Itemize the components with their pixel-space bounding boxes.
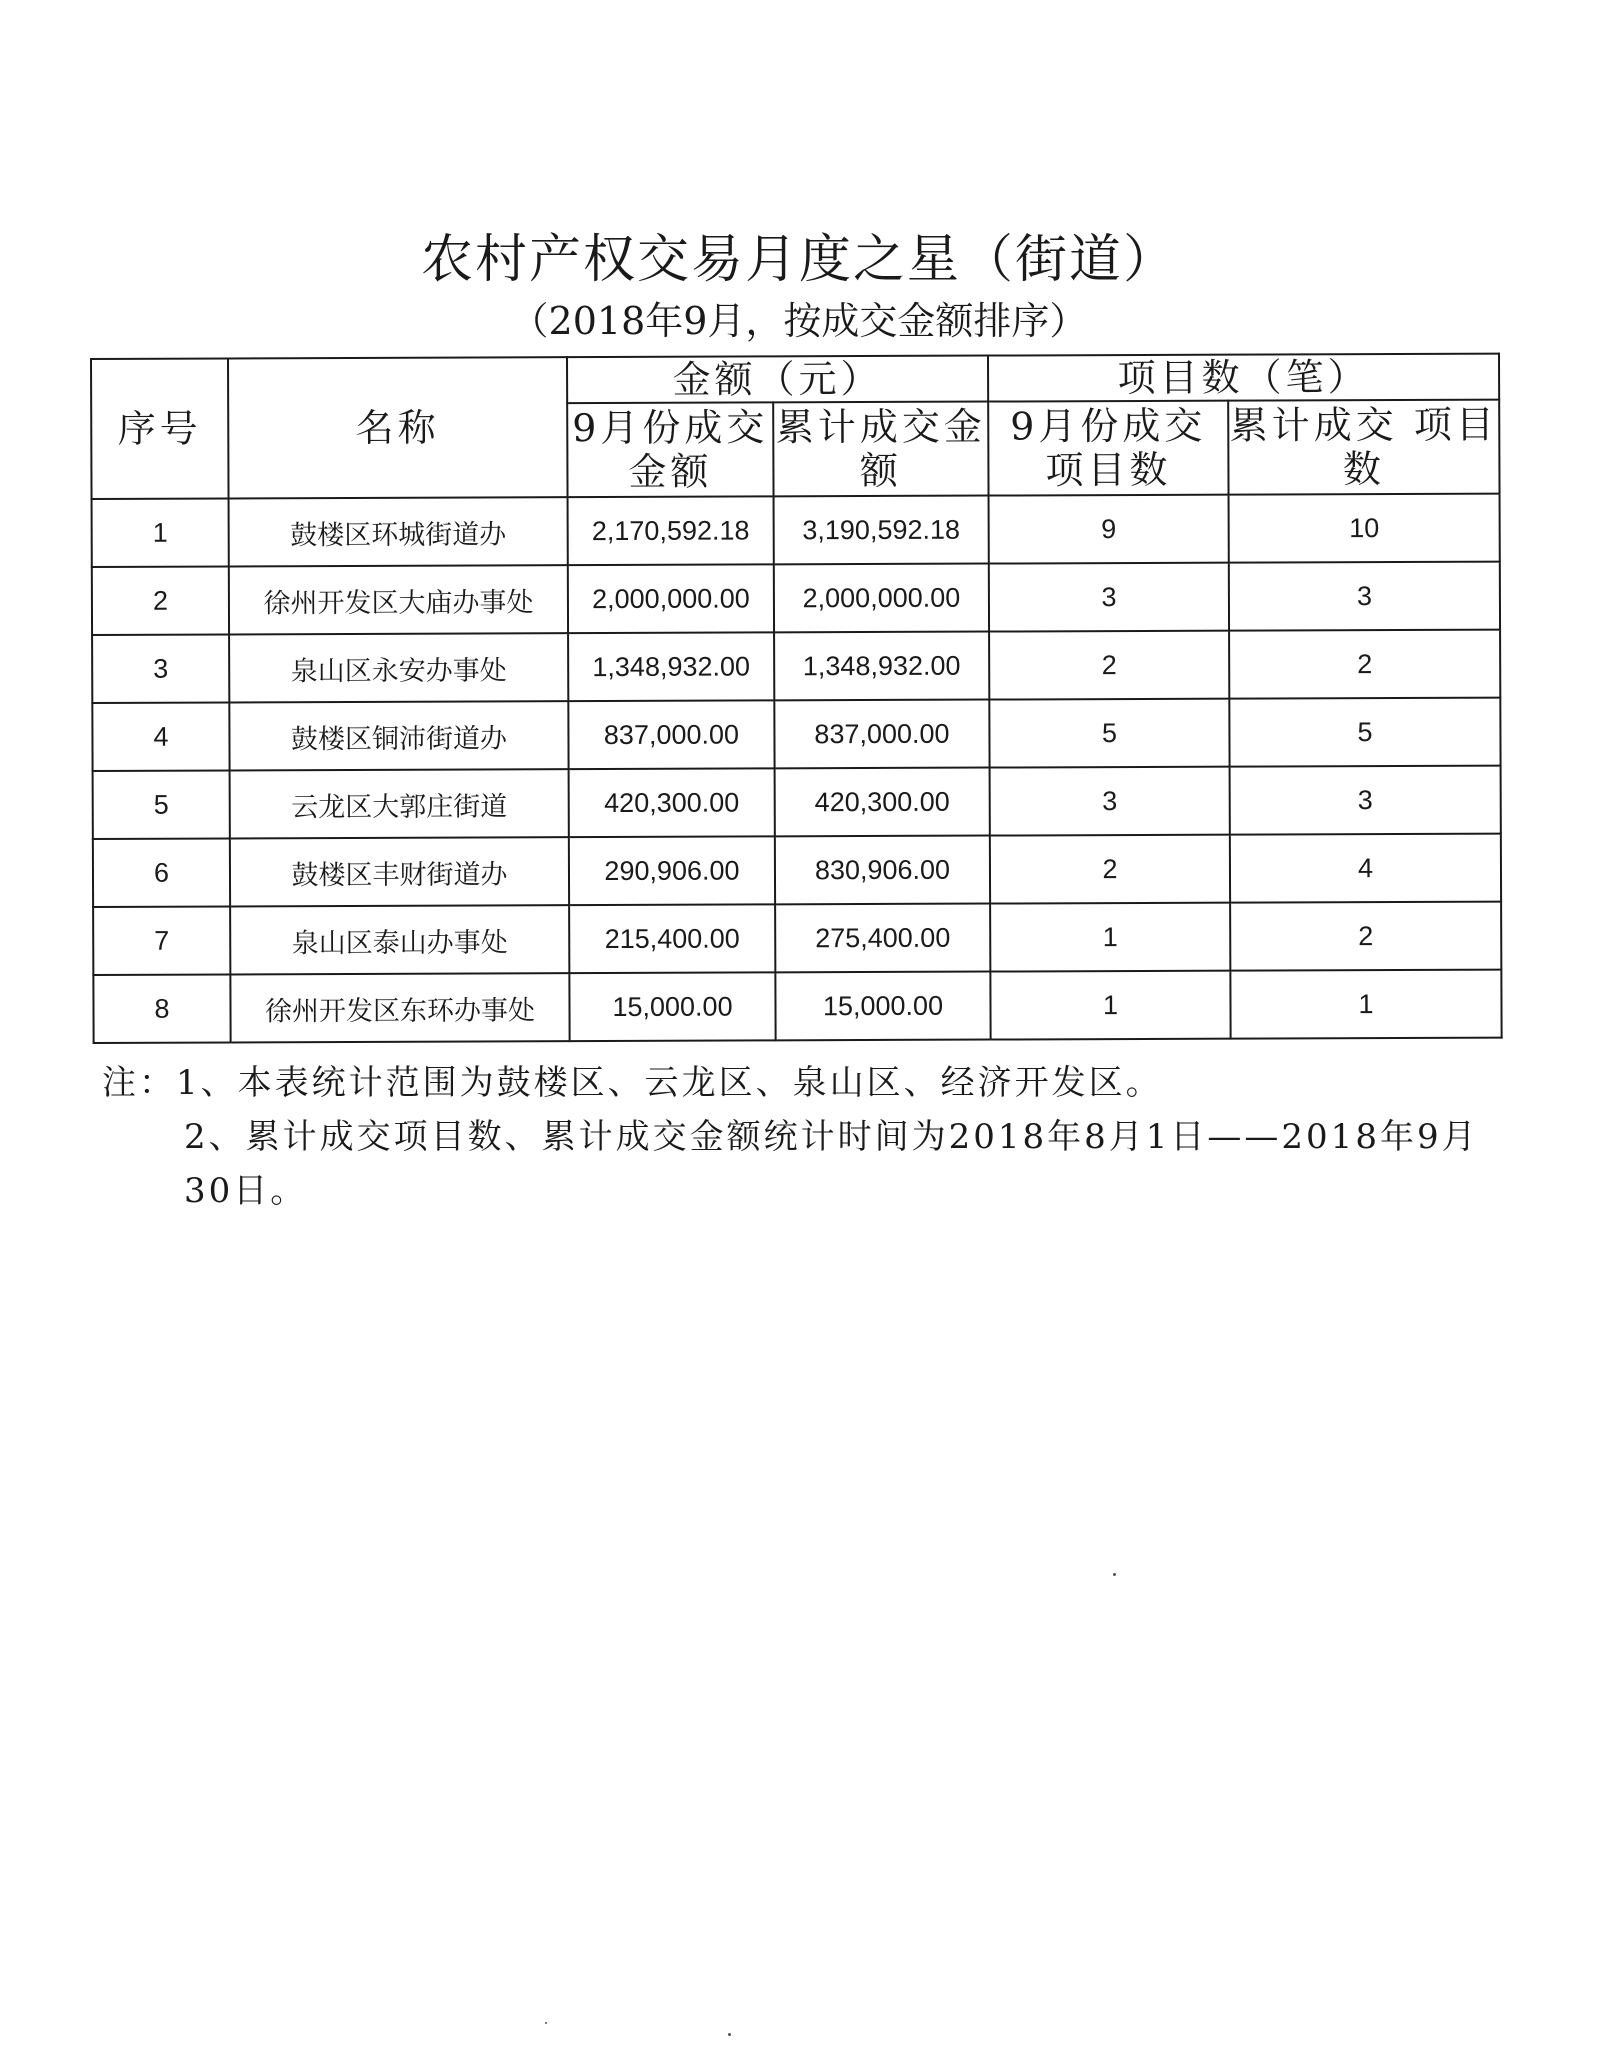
cell-total-count: 3 bbox=[1229, 562, 1500, 631]
table-row bbox=[92, 630, 1500, 703]
header-count-group: 项目数（笔） bbox=[988, 354, 1499, 402]
cell-name: 鼓楼区铜沛街道办 bbox=[229, 701, 568, 770]
note-line-1: 注：1、本表统计范围为鼓楼区、云龙区、泉山区、经济开发区。 bbox=[102, 1063, 1163, 1103]
cell-sep-amount: 2,170,592.18 bbox=[568, 496, 774, 565]
cell-total-amount: 1,348,932.00 bbox=[774, 632, 989, 701]
cell-total-count: 4 bbox=[1230, 834, 1501, 903]
table-row bbox=[93, 970, 1501, 1043]
cell-total-amount: 830,906.00 bbox=[775, 836, 990, 905]
cell-total-amount: 420,300.00 bbox=[775, 768, 990, 837]
document-title: 农村产权交易月度之星（街道） bbox=[420, 230, 1177, 290]
cell-sep-amount: 15,000.00 bbox=[569, 972, 775, 1041]
table-row bbox=[93, 902, 1501, 975]
cell-sep-count: 3 bbox=[989, 563, 1229, 632]
notes bbox=[102, 1056, 1502, 1218]
cell-total-amount: 3,190,592.18 bbox=[774, 496, 989, 565]
cell-index: 4 bbox=[92, 702, 229, 771]
table-row bbox=[93, 766, 1501, 839]
cell-sep-amount: 420,300.00 bbox=[569, 768, 775, 837]
cell-name: 泉山区永安办事处 bbox=[229, 633, 568, 702]
cell-sep-amount: 215,400.00 bbox=[569, 904, 775, 973]
cell-index: 5 bbox=[93, 770, 230, 839]
cell-total-amount: 2,000,000.00 bbox=[774, 564, 989, 633]
cell-index: 8 bbox=[93, 974, 230, 1043]
cell-sep-amount: 290,906.00 bbox=[569, 836, 775, 905]
cell-index: 3 bbox=[92, 634, 229, 703]
table-row bbox=[92, 494, 1500, 567]
cell-total-count: 2 bbox=[1230, 902, 1501, 971]
scan-speck bbox=[545, 2022, 547, 2024]
cell-total-count: 3 bbox=[1230, 766, 1501, 835]
cell-name: 云龙区大郭庄街道 bbox=[230, 769, 569, 838]
header-total-count: 累计成交 项目数 bbox=[1228, 400, 1499, 495]
header-name: 名称 bbox=[228, 357, 568, 498]
table-row bbox=[93, 834, 1501, 907]
cell-index: 7 bbox=[93, 906, 230, 975]
cell-total-count: 5 bbox=[1229, 698, 1500, 767]
cell-sep-amount: 837,000.00 bbox=[568, 700, 774, 769]
note-line-2: 2、累计成交项目数、累计成交金额统计时间为2018年8月1日——2018年9月30日。 bbox=[184, 1117, 1479, 1211]
cell-sep-count: 1 bbox=[990, 971, 1230, 1040]
cell-name: 鼓楼区环城街道办 bbox=[229, 497, 568, 566]
cell-name: 徐州开发区大庙办事处 bbox=[229, 565, 568, 634]
header-total-amount: 累计成交金额 bbox=[773, 402, 988, 497]
scan-speck bbox=[1113, 1573, 1116, 1576]
header-amount-group: 金额（元） bbox=[567, 356, 988, 404]
cell-index: 1 bbox=[92, 498, 229, 567]
header-sep-count: 9月份成交项目数 bbox=[988, 401, 1228, 496]
cell-total-count: 10 bbox=[1229, 494, 1500, 563]
header-index: 序号 bbox=[91, 358, 229, 499]
cell-sep-amount: 2,000,000.00 bbox=[568, 564, 774, 633]
cell-sep-count: 5 bbox=[989, 699, 1229, 768]
cell-sep-count: 9 bbox=[989, 495, 1229, 564]
cell-sep-count: 3 bbox=[990, 767, 1230, 836]
cell-sep-count: 2 bbox=[990, 835, 1230, 904]
cell-index: 6 bbox=[93, 838, 230, 907]
cell-name: 鼓楼区丰财街道办 bbox=[230, 837, 569, 906]
header-sep-amount: 9月份成交金额 bbox=[567, 402, 773, 497]
cell-name: 泉山区泰山办事处 bbox=[230, 905, 569, 974]
cell-index: 2 bbox=[92, 566, 229, 635]
cell-sep-amount: 1,348,932.00 bbox=[568, 632, 774, 701]
table-row bbox=[92, 562, 1500, 635]
scan-speck bbox=[728, 2033, 731, 2036]
cell-total-amount: 837,000.00 bbox=[774, 700, 989, 769]
cell-sep-count: 2 bbox=[989, 631, 1229, 700]
cell-total-amount: 15,000.00 bbox=[775, 972, 990, 1041]
table-row bbox=[92, 698, 1500, 771]
cell-total-count: 1 bbox=[1230, 970, 1501, 1039]
cell-name: 徐州开发区东环办事处 bbox=[230, 973, 569, 1042]
cell-sep-count: 1 bbox=[990, 903, 1230, 972]
cell-total-count: 2 bbox=[1229, 630, 1500, 699]
ranking-table bbox=[90, 353, 1503, 1044]
cell-total-amount: 275,400.00 bbox=[775, 904, 990, 973]
document-subtitle: （2018年9月，按成交金额排序） bbox=[510, 299, 1088, 343]
